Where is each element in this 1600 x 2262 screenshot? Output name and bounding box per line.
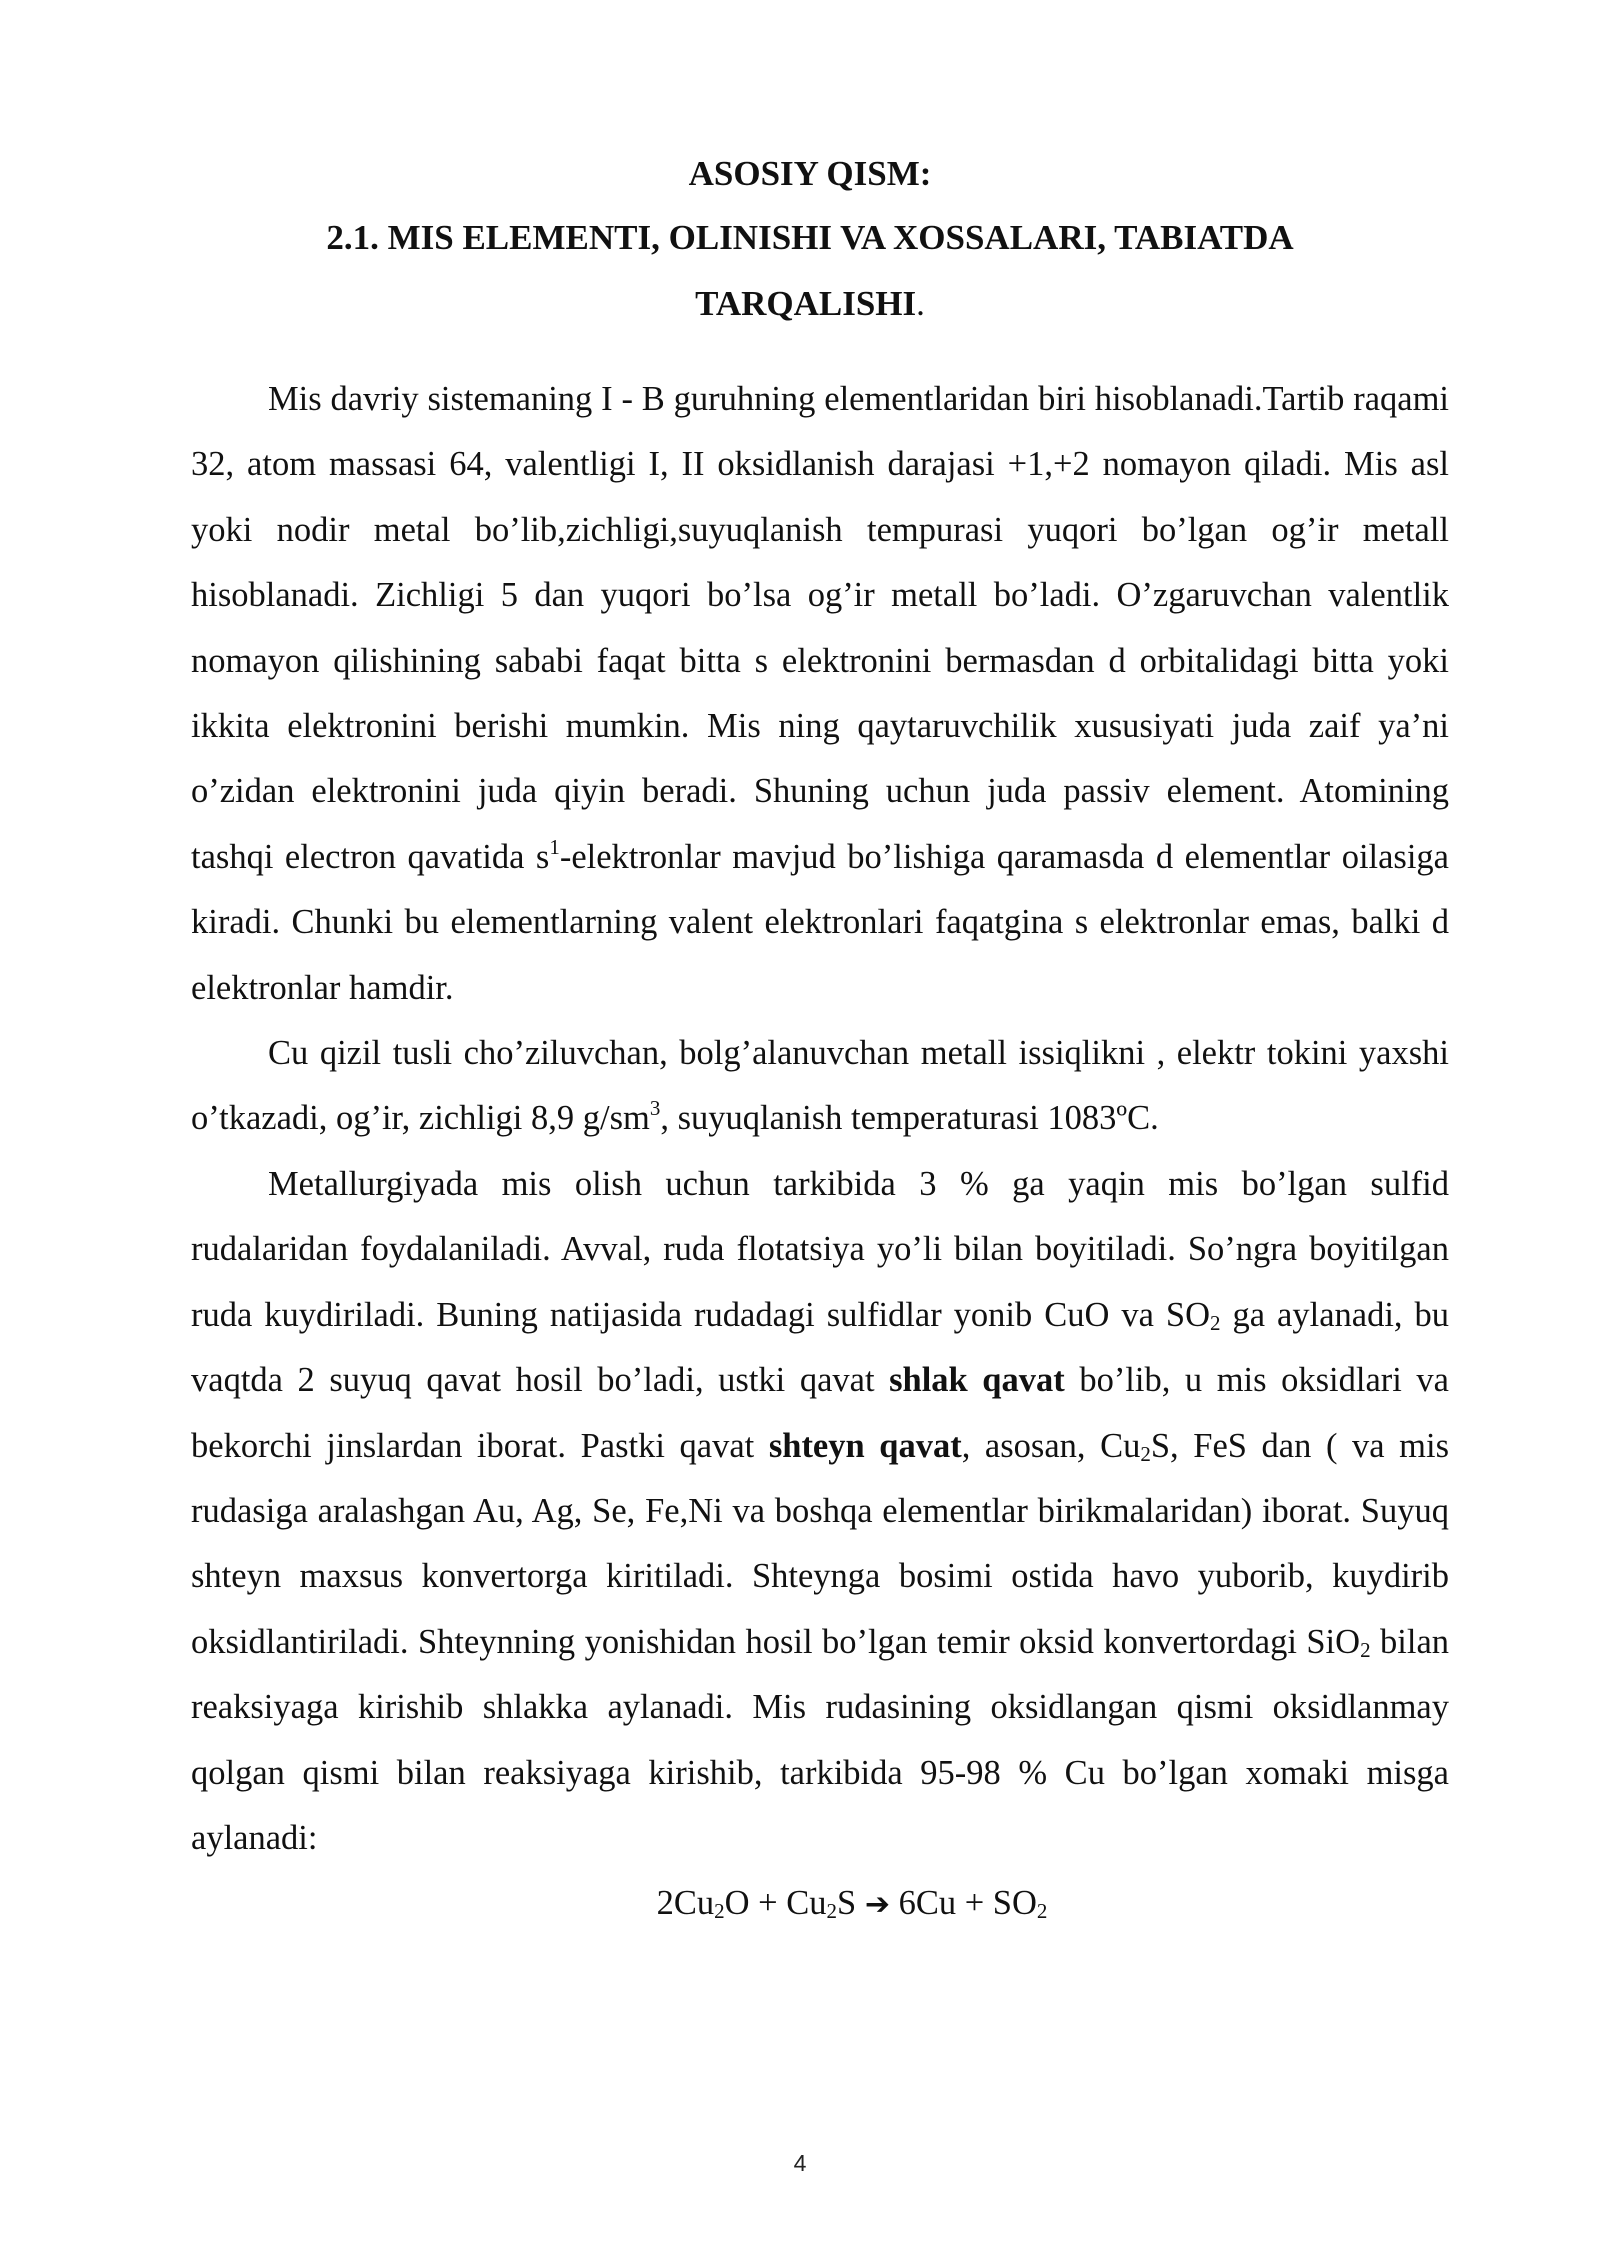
formula-part: 2Cu bbox=[656, 1884, 715, 1923]
bold-term-shlak-qavat: shlak qavat bbox=[889, 1361, 1065, 1400]
paragraph-3 bbox=[191, 1152, 1449, 1871]
bold-term-shteyn-qavat: shteyn qavat bbox=[768, 1426, 962, 1465]
paragraph-3-text: bilan reaksiyaga kirishib shlakka aylanadi. Mis rudasining oksidlangan qismi oksidlanmay qolgan qismi bilan reaksiyaga kirishib, tarkibida 95-98 % Cu bo’lgan xomaki misga aylanadi: bbox=[191, 1622, 1450, 1857]
paragraph-1-text: Mis davriy sistemaning I - B guruhning elementlaridan biri hisoblanadi.Tartib raqami 32, atom massasi 64, valentligi I, II oksidlanish darajasi +1,+2 nomayon qiladi. Mis asl yoki nodir metal bo’lib,zichligi,suyuqlanish tempurasi yuqori bo’lgan og’ir metall hisoblanadi. Zichligi 5 dan yuqori bo’lsa og’ir metall bo’ladi. O’zgaruvchan valentlik nomayon qilishining sababi faqat bitta s elektronini bermasdan d orbitalidagi bitta yoki ikkita elektronini berishi mumkin. Mis ning qaytaruvchilik xususiyati juda zaif ya’ni o’zidan elektronini juda qiyin beradi. Shuning uchun juda passiv element. Atomining tashqi electron qavatida s bbox=[191, 380, 1449, 876]
paragraph-3-text: S, FeS dan ( va mis rudasiga aralashgan Au, Ag, Se, Fe,Ni va boshqa elementlar birikmalaridan) iborat. Suyuq shteyn maxsus konvertorga kiritiladi. Shteynga bosimi ostida havo yuborib, kuydirib oksidlantiriladi. Shteynning yonishidan hosil bo’lgan temir oksid konvertordagi SiO bbox=[191, 1426, 1450, 1661]
paragraph-3-text: ga aylanadi, bu vaqtda 2 suyuq qavat hosil bo’ladi, ustki qavat bbox=[191, 1295, 1450, 1400]
chemical-equation bbox=[191, 1871, 1449, 1937]
formula-part: 6Cu + SO bbox=[889, 1884, 1037, 1923]
paragraph-1-text-rest: -elektronlar mavjud bo’lishiga qaramasda d elementlar oilasiga kiradi. Chunki bu elementlarning valent elektronlari faqatgina s elektronlar emas, balki d elektronlar hamdir. bbox=[191, 837, 1449, 1007]
subsection-title-line1: 2.1. MIS ELEMENTI, OLINISHI VA XOSSALARI, TABIATDA bbox=[326, 218, 1294, 257]
page-number: 4 bbox=[793, 2150, 807, 2176]
subsection-title-period: . bbox=[916, 284, 925, 323]
section-heading: ASOSIY QISM: bbox=[688, 154, 932, 193]
paragraph-3-text: , asosan, Cu bbox=[961, 1426, 1141, 1465]
subscript: 2 bbox=[1360, 1637, 1371, 1662]
superscript: 3 bbox=[649, 1096, 661, 1121]
subsection-title-text: TARQALISHI bbox=[695, 284, 917, 323]
formula-part: O + Cu bbox=[724, 1884, 827, 1923]
paragraph-1 bbox=[191, 367, 1449, 1021]
paragraph-2 bbox=[191, 1021, 1449, 1152]
paragraph-2-text-rest: , suyuqlanish temperaturasi 1083ºC. bbox=[660, 1099, 1159, 1138]
subsection-title-line2 bbox=[180, 284, 1440, 324]
paragraph-2-text: Cu qizil tusli cho’ziluvchan, bolg’alanuvchan metall issiqlikni , elektr tokini yaxshi o’tkazadi, og’ir, zichligi 8,9 g/sm bbox=[191, 1034, 1449, 1138]
formula-part: S bbox=[837, 1884, 865, 1923]
paragraph-3-text: Metallurgiyada mis olish uchun tarkibida 3 % ga yaqin mis bo’lgan sulfid rudalaridan foydalaniladi. Avval, ruda flotatsiya yo’li bilan boyitiladi. So’ngra boyitilgan ruda kuydiriladi. Buning natijasida rudadagi sulfidlar yonib CuO va SO bbox=[191, 1164, 1449, 1334]
paragraph-3-text: bo’lib, u mis oksidlari va bekorchi jinslardan iborat. Pastki qavat bbox=[191, 1361, 1449, 1465]
reaction-arrow-icon: ➔ bbox=[864, 1887, 890, 1923]
subscript: 2 bbox=[1210, 1310, 1221, 1335]
subscript: 2 bbox=[826, 1899, 837, 1924]
superscript: 1 bbox=[549, 834, 560, 859]
body-text bbox=[191, 367, 1449, 1938]
subscript: 2 bbox=[714, 1899, 725, 1924]
subscript: 2 bbox=[1140, 1441, 1151, 1466]
subscript: 2 bbox=[1036, 1899, 1048, 1924]
